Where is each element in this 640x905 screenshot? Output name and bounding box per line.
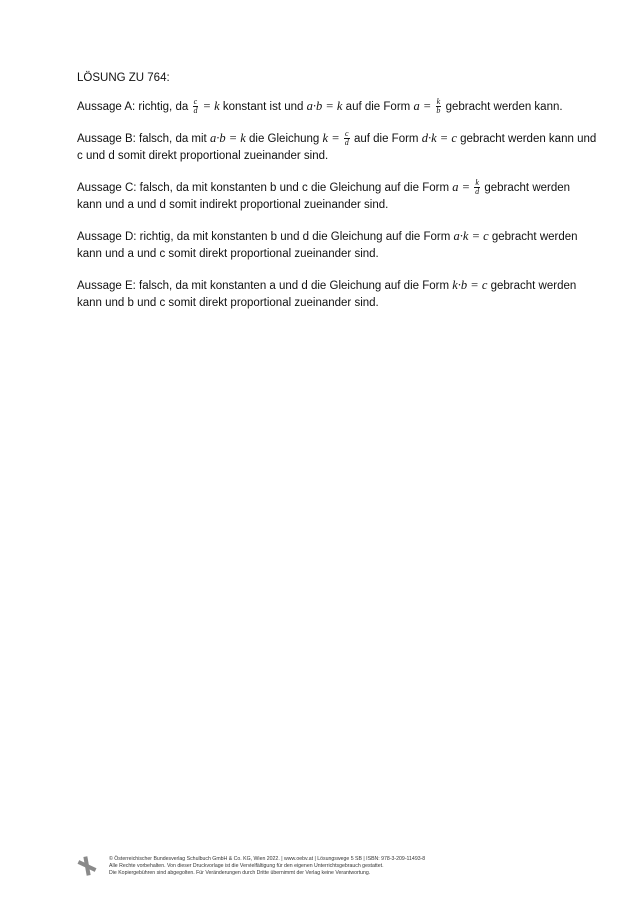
math-ak-equals-c: a·k = c — [453, 229, 489, 243]
statement-e-text-1: Aussage E: falsch, da mit konstanten a und d die Gleichung auf die Form — [77, 280, 453, 292]
statement-b — [77, 130, 597, 165]
math-a-equals: a = — [452, 180, 474, 194]
solution-heading: LÖSUNG ZU 764: — [77, 72, 170, 84]
math-kb-equals-c: k·b = c — [452, 278, 488, 292]
solution-content — [77, 72, 597, 326]
statement-a-text-1: Aussage A: richtig, da — [77, 101, 189, 113]
statement-e-text-2: gebracht werden kann und b und c somit direkt proportional zueinander sind. — [77, 280, 577, 309]
footer-line-2: Alle Rechte vorbehalten. Von dieser Druckvorlage ist die Vervielfältigung für den eigenen Unterrichtsgebrauch gestattet. — [109, 863, 384, 869]
statement-d-text-1: Aussage D: richtig, da mit konstanten b und d die Gleichung auf die Form — [77, 231, 454, 243]
statement-a-text-2: konstant ist und — [219, 101, 307, 113]
statement-a — [77, 98, 597, 116]
math-ab-equals-k: a·b = k — [306, 99, 343, 113]
footer-copyright — [109, 856, 425, 877]
math-equals-k: = k — [199, 99, 220, 113]
fraction-k-over-d: $\frac{k}{d}$ — [475, 178, 480, 197]
math-ab-equals-k: a·b = k — [209, 131, 246, 145]
statement-b-text-3: auf die Form — [350, 133, 422, 145]
statement-c-text-2: gebracht werden kann und a und d somit indirekt proportional zueinander sind. — [77, 182, 571, 211]
math-a-equals: a = — [413, 99, 435, 113]
math-k-equals: k = — [322, 131, 343, 145]
fraction-k-over-b: $\frac{k}{b}$ — [436, 97, 441, 116]
statement-d-text-2: gebracht werden kann und a und c somit direkt proportional zueinander sind. — [77, 231, 578, 260]
statement-d — [77, 228, 597, 263]
statement-b-text-1: Aussage B: falsch, da mit — [77, 133, 210, 145]
footer-line-1: © Österreichischer Bundesverlag Schulbuch GmbH & Co. KG, Wien 2022. | www.oebv.at | Lösungswege 5 SB | ISBN: 978-3-209-11493-8 — [109, 856, 426, 862]
math-dk-equals-c: d·k = c — [421, 131, 457, 145]
statement-a-text-3: auf die Form — [342, 101, 414, 113]
statement-c — [77, 179, 597, 214]
fraction-c-over-d: $\frac{c}{d}$ — [344, 129, 349, 148]
statement-c-text-1: Aussage C: falsch, da mit konstanten b und c die Gleichung auf die Form — [77, 182, 453, 194]
statement-b-text-2: die Gleichung — [245, 133, 323, 145]
statement-a-text-4: gebracht werden kann. — [442, 101, 563, 113]
footer-line-3: Die Kopiergebühren sind abgegolten. Für Veränderungen durch Dritte übernimmt der Verlag keine Verantwortung. — [109, 870, 371, 876]
oebv-logo-icon — [77, 856, 97, 876]
statement-b-text-4: gebracht werden kann und c und d somit direkt proportional zueinander sind. — [77, 133, 597, 162]
statement-e — [77, 277, 597, 312]
fraction-c-over-d: $\frac{c}{d}$ — [193, 97, 198, 116]
